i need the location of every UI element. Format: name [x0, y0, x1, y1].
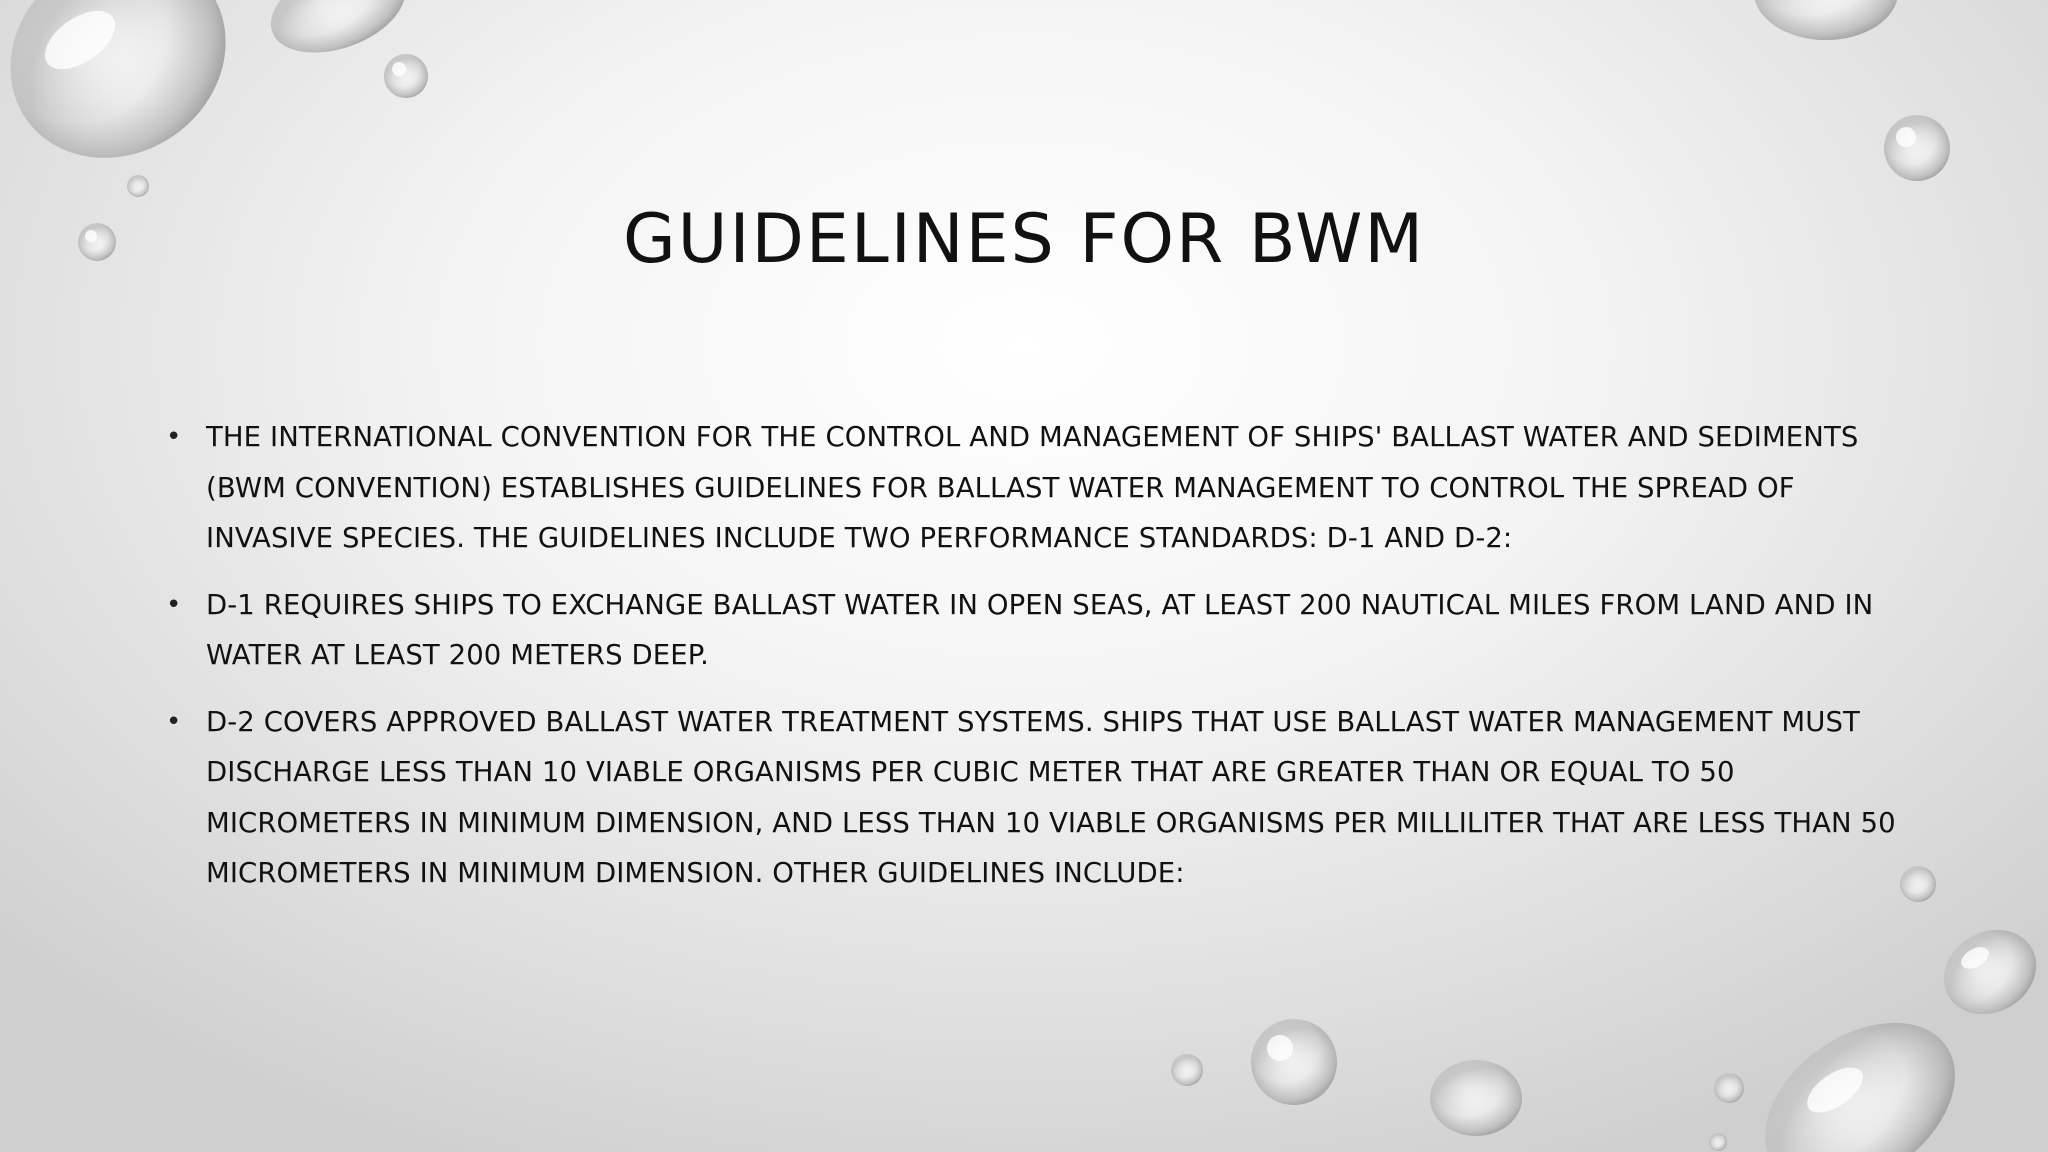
droplet: [127, 175, 149, 197]
droplet: [1900, 866, 1936, 902]
droplet: [1171, 1054, 1203, 1086]
droplet: [1734, 988, 1986, 1152]
bullet-item: • D-2 COVERS APPROVED BALLAST WATER TREATMENT SYSTEMS. SHIPS THAT USE BALLAST WATER MANAGEMENT MUST DISCHARGE LESS THAN 10 VIABLE ORGANISMS PER CUBIC METER THAT ARE GREATER THAN OR EQUAL TO 50 MICROMETERS IN MINIMUM DIMENSION, AND LESS THAN 10 VIABLE ORGANISMS PER MILLILITER THAT ARE LESS THAN 50 MICROMETERS IN MINIMUM DIMENSION. OTHER GUIDELINES INCLUDE:: [206, 697, 1896, 899]
slide-title: GUIDELINES FOR BWM: [622, 200, 1426, 279]
droplet: [1884, 115, 1950, 181]
droplet: [1430, 1060, 1522, 1136]
droplet: [1754, 0, 1898, 40]
bullet-item: • THE INTERNATIONAL CONVENTION FOR THE CONTROL AND MANAGEMENT OF SHIPS' BALLAST WATER AND SEDIMENTS (BWM CONVENTION) ESTABLISHES GUIDELINES FOR BALLAST WATER MANAGEMENT TO CONTROL THE SPREAD OF INVASIVE SPECIES. THE GUIDELINES INCLUDE TWO PERFORMANCE STANDARDS: D-1 AND D-2:: [206, 412, 1896, 564]
droplet: [1714, 1073, 1744, 1103]
droplet: [0, 0, 266, 200]
droplet: [384, 54, 428, 98]
droplet: [1928, 913, 2048, 1030]
bullet-item: • D-1 REQUIRES SHIPS TO EXCHANGE BALLAST WATER IN OPEN SEAS, AT LEAST 200 NAUTICAL MILES FROM LAND AND IN WATER AT LEAST 200 METERS DEEP.: [206, 580, 1896, 681]
bullet-list: [206, 412, 1896, 915]
droplet: [1709, 1133, 1727, 1151]
droplet: [1251, 1019, 1337, 1105]
